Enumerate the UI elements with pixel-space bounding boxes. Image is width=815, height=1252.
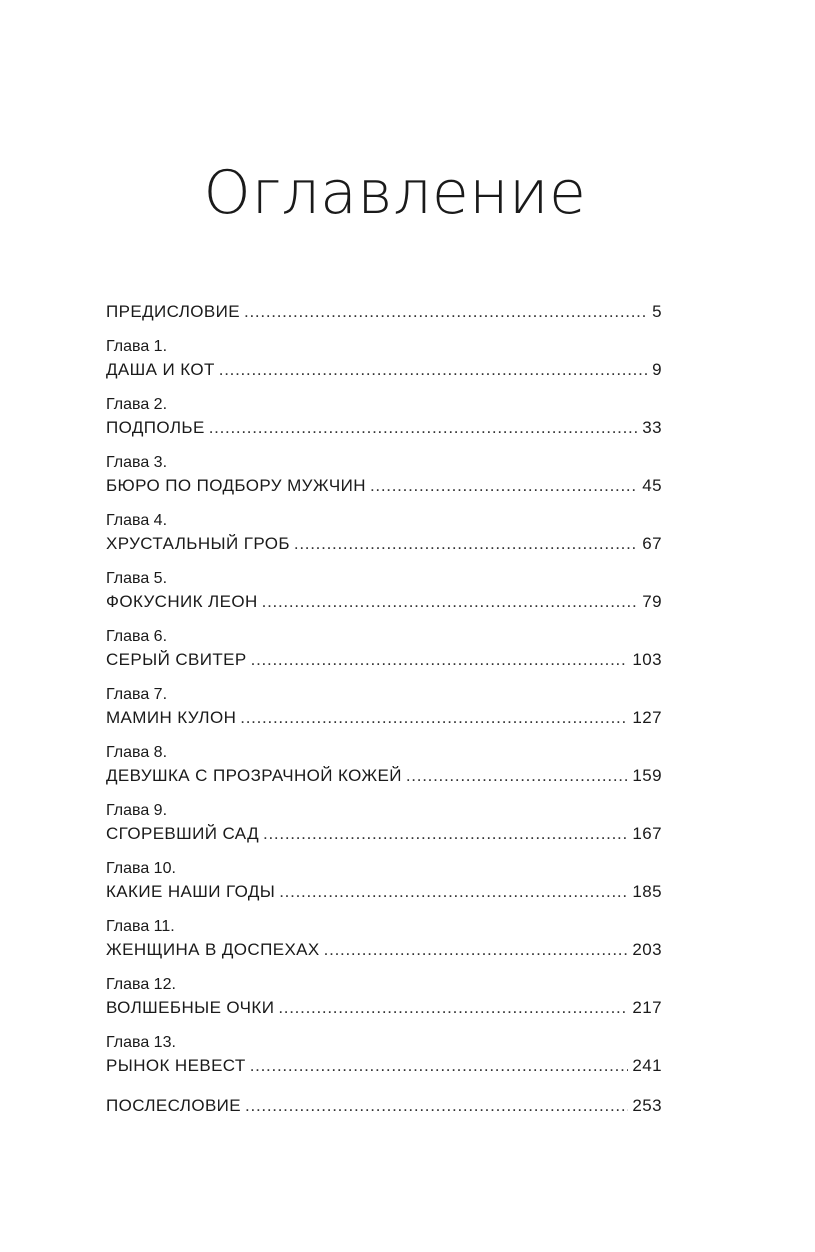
entry-title: КАКИЕ НАШИ ГОДЫ <box>106 882 276 901</box>
dot-leader <box>324 939 629 961</box>
toc-entry-chapter-12[interactable] <box>106 975 662 1019</box>
page-title: Оглавление <box>203 158 587 229</box>
dot-leader <box>244 301 648 323</box>
toc-entry-chapter-5[interactable] <box>106 569 662 613</box>
entry-title: ВОЛШЕБНЫЕ ОЧКИ <box>106 998 275 1017</box>
dot-leader <box>370 475 638 497</box>
page-number: 79 <box>642 592 662 611</box>
entry-line <box>106 881 662 903</box>
entry-line <box>106 649 662 671</box>
entry-line <box>106 997 662 1019</box>
entry-line <box>106 417 662 439</box>
chapter-label: Глава 10. <box>106 860 176 877</box>
page-number: 9 <box>652 360 662 379</box>
page-number: 103 <box>632 650 662 669</box>
toc-entry-chapter-2[interactable] <box>106 395 662 439</box>
toc-entry-chapter-3[interactable] <box>106 453 662 497</box>
entry-title: ДЕВУШКА С ПРОЗРАЧНОЙ КОЖЕЙ <box>106 766 402 785</box>
page-number: 33 <box>642 418 662 437</box>
chapter-label: Глава 2. <box>106 396 168 413</box>
page-number: 241 <box>632 1056 662 1075</box>
entry-line <box>106 1055 662 1077</box>
toc-entry-chapter-9[interactable] <box>106 801 662 845</box>
dot-leader <box>262 591 639 613</box>
chapter-label: Глава 12. <box>106 976 176 993</box>
entry-title: БЮРО ПО ПОДБОРУ МУЖЧИН <box>106 476 366 495</box>
dot-leader <box>263 823 628 845</box>
entry-line <box>106 359 662 381</box>
chapter-label: Глава 3. <box>106 454 168 471</box>
chapter-label: Глава 5. <box>106 570 168 587</box>
chapter-label: Глава 1. <box>106 338 168 355</box>
entry-line <box>106 591 662 613</box>
entry-title: ХРУСТАЛЬНЫЙ ГРОБ <box>106 534 290 553</box>
table-of-contents <box>106 301 662 1117</box>
entry-title: ПОСЛЕСЛОВИЕ <box>106 1096 242 1115</box>
dot-leader <box>209 417 639 439</box>
entry-line <box>106 939 662 961</box>
chapter-label: Глава 11. <box>106 918 175 935</box>
chapter-label: Глава 6. <box>106 628 168 645</box>
toc-entry-chapter-4[interactable] <box>106 511 662 555</box>
dot-leader <box>245 1095 628 1117</box>
page-number: 45 <box>642 476 662 495</box>
toc-entry-afterword[interactable] <box>106 1095 662 1117</box>
entry-line <box>106 475 662 497</box>
toc-entry-chapter-10[interactable] <box>106 859 662 903</box>
page-number: 159 <box>632 766 662 785</box>
dot-leader <box>240 707 628 729</box>
toc-entry-chapter-6[interactable] <box>106 627 662 671</box>
dot-leader <box>279 881 628 903</box>
toc-entry-chapter-7[interactable] <box>106 685 662 729</box>
toc-entry-chapter-8[interactable] <box>106 743 662 787</box>
entry-line <box>106 533 662 555</box>
entry-line <box>106 823 662 845</box>
chapter-label: Глава 4. <box>106 512 168 529</box>
entry-title: ЖЕНЩИНА В ДОСПЕХАХ <box>106 940 320 959</box>
entry-title: ПОДПОЛЬЕ <box>106 418 205 437</box>
entry-line <box>106 1095 662 1117</box>
dot-leader <box>251 649 629 671</box>
entry-title: СЕРЫЙ СВИТЕР <box>106 650 247 669</box>
chapter-label: Глава 13. <box>106 1034 176 1051</box>
entry-line <box>106 301 662 323</box>
entry-title: ФОКУСНИК ЛЕОН <box>106 592 258 611</box>
chapter-list <box>106 337 662 1077</box>
page-number: 217 <box>632 998 662 1017</box>
toc-entry-chapter-11[interactable] <box>106 917 662 961</box>
entry-title: ПРЕДИСЛОВИЕ <box>106 302 241 321</box>
dot-leader <box>250 1055 629 1077</box>
page-number: 5 <box>652 302 662 321</box>
page-number: 167 <box>632 824 662 843</box>
chapter-label: Глава 9. <box>106 802 168 819</box>
dot-leader <box>294 533 638 555</box>
dot-leader <box>219 359 648 381</box>
entry-title: ДАША И КОТ <box>106 360 215 379</box>
chapter-label: Глава 8. <box>106 744 168 761</box>
dot-leader <box>278 997 628 1019</box>
entry-title: МАМИН КУЛОН <box>106 708 237 727</box>
page-number: 67 <box>642 534 662 553</box>
entry-line <box>106 765 662 787</box>
page-number: 203 <box>632 940 662 959</box>
page-number: 185 <box>632 882 662 901</box>
page-number: 253 <box>632 1096 662 1115</box>
toc-entry-preface[interactable] <box>106 301 662 323</box>
entry-line <box>106 707 662 729</box>
entry-title: РЫНОК НЕВЕСТ <box>106 1056 246 1075</box>
dot-leader <box>406 765 629 787</box>
page-number: 127 <box>632 708 662 727</box>
toc-entry-chapter-1[interactable] <box>106 337 662 381</box>
toc-entry-chapter-13[interactable] <box>106 1033 662 1077</box>
entry-title: СГОРЕВШИЙ САД <box>106 824 260 843</box>
chapter-label: Глава 7. <box>106 686 168 703</box>
